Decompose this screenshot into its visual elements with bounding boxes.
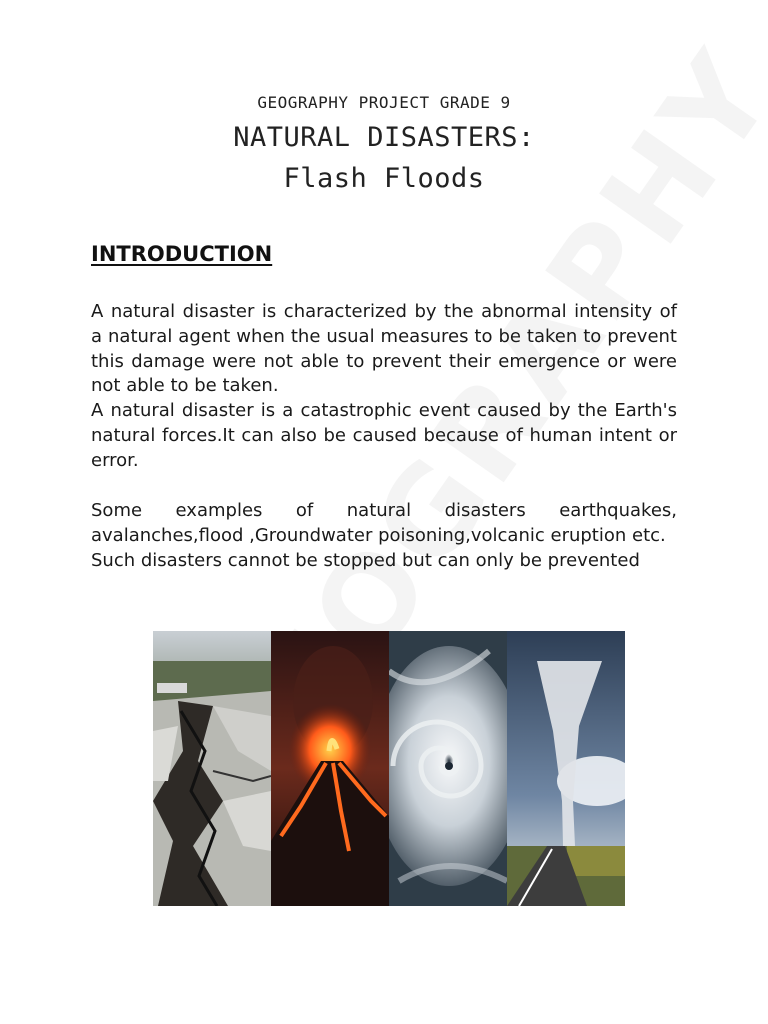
page-subtitle: Flash Floods xyxy=(283,163,485,194)
paragraph-definition: A natural disaster is characterized by the abnormal intensity of a natural agent when the usual measures to be taken to prevent this damage were not able to prevent their emergence or were not able to be taken. xyxy=(91,301,677,397)
earthquake-image xyxy=(153,631,271,906)
hurricane-image xyxy=(389,631,507,906)
paragraph-prevention: Such disasters cannot be stopped but can only be prevented xyxy=(91,549,640,571)
paragraph-examples: Some examples of natural disasters earthquakes, avalanches,flood ,Groundwater poisoning,volcanic eruption etc. xyxy=(91,500,677,546)
intro-paragraphs-bottom xyxy=(91,499,677,573)
tornado-image xyxy=(507,631,625,906)
disaster-collage xyxy=(153,631,625,906)
volcano-image xyxy=(271,631,389,906)
intro-paragraphs-top xyxy=(91,300,677,474)
paragraph-cause: A natural disaster is a catastrophic event caused by the Earth's natural forces.It can also be caused because of human intent or error. xyxy=(91,400,677,471)
section-heading-introduction: INTRODUCTION xyxy=(91,242,273,266)
page-title: NATURAL DISASTERS: xyxy=(233,122,535,153)
project-kicker: GEOGRAPHY PROJECT GRADE 9 xyxy=(257,93,511,112)
